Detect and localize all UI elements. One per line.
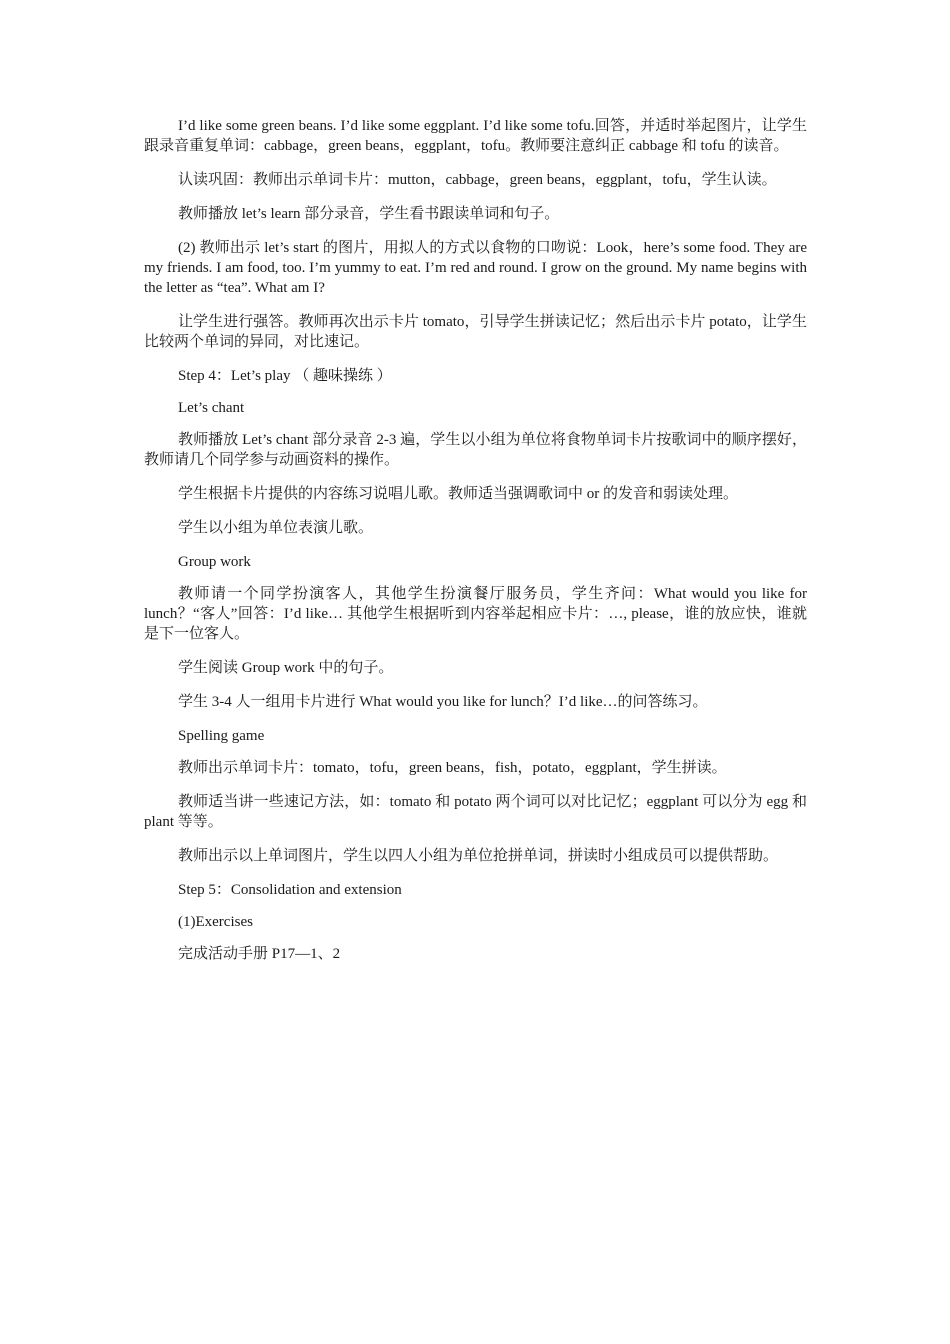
paragraph-qa-practice: 学生 3-4 人一组用卡片进行 What would you like for lunch？I’d like…的问答练习。 <box>178 694 708 710</box>
paragraph-read-group-work: 学生阅读 Group work 中的句子。 <box>178 660 394 676</box>
paragraph-chant-audio: 教师播放 Let’s chant 部分录音 2-3 遍，学生以小组为单位将食物单词卡片按歌词中的顺序摆好，教师请几个同学参与动画资料的操作。 <box>144 432 807 468</box>
paragraph-memory-tips: 教师适当讲一些速记方法，如：tomato 和 potato 两个词可以对比记忆；eggplant 可以分为 egg 和 plant 等等。 <box>144 794 807 830</box>
paragraph-eggplant-tofu-practice: I’d like some green beans. I’d like some eggplant. I’d like some tofu.回答，并适时举起图片，让学生跟录音重复单词：cabbage，green beans，eggplant，tofu。教师要注意纠正 cabbage 和 tofu 的读音。 <box>144 118 807 154</box>
heading-spelling-game: Spelling game <box>178 728 265 744</box>
heading-step-5: Step 5：Consolidation and extension <box>178 882 402 898</box>
paragraph-chant-practice: 学生根据卡片提供的内容练习说唱儿歌。教师适当强调歌词中 or 的发音和弱读处理。 <box>178 486 738 502</box>
paragraph-activity-book: 完成活动手册 P17—1、2 <box>178 946 341 962</box>
paragraph-tomato-potato: 让学生进行强答。教师再次出示卡片 tomato，引导学生拼读记忆；然后出示卡片 potato，让学生比较两个单词的异同，对比速记。 <box>144 314 807 350</box>
heading-step-4: Step 4：Let’s play （ 趣味操练 ） <box>178 368 392 384</box>
paragraph-word-card-review: 认读巩固：教师出示单词卡片：mutton，cabbage，green beans，eggplant，tofu，学生认读。 <box>178 172 777 188</box>
paragraph-chant-perform: 学生以小组为单位表演儿歌。 <box>178 520 374 536</box>
paragraph-riddle-tomato: (2) 教师出示 let’s start 的图片，用拟人的方式以食物的口吻说：Look，here’s some food. They are my friends. I am food, too. I’m yummy to eat. I’m red and round. I grow on the ground. My name begins with the letter as “tea”. What am I? <box>144 240 807 296</box>
paragraph-lets-learn-audio: 教师播放 let’s learn 部分录音，学生看书跟读单词和句子。 <box>178 206 560 222</box>
heading-lets-chant: Let’s chant <box>178 400 245 416</box>
document-body <box>144 116 807 978</box>
paragraph-spelling-cards: 教师出示单词卡片：tomato，tofu，green beans，fish，potato，eggplant，学生拼读。 <box>178 760 727 776</box>
paragraph-spelling-race: 教师出示以上单词图片，学生以四人小组为单位抢拼单词，拼读时小组成员可以提供帮助。 <box>178 848 779 864</box>
heading-exercises: (1)Exercises <box>178 914 253 930</box>
paragraph-restaurant-roleplay: 教师请一个同学扮演客人，其他学生扮演餐厅服务员，学生齐问：What would you like for lunch？“客人”回答：I’d like… 其他学生根据听到内容举起相应卡片：…, please，谁的放应快，谁就是下一位客人。 <box>144 586 807 642</box>
heading-group-work: Group work <box>178 554 251 570</box>
